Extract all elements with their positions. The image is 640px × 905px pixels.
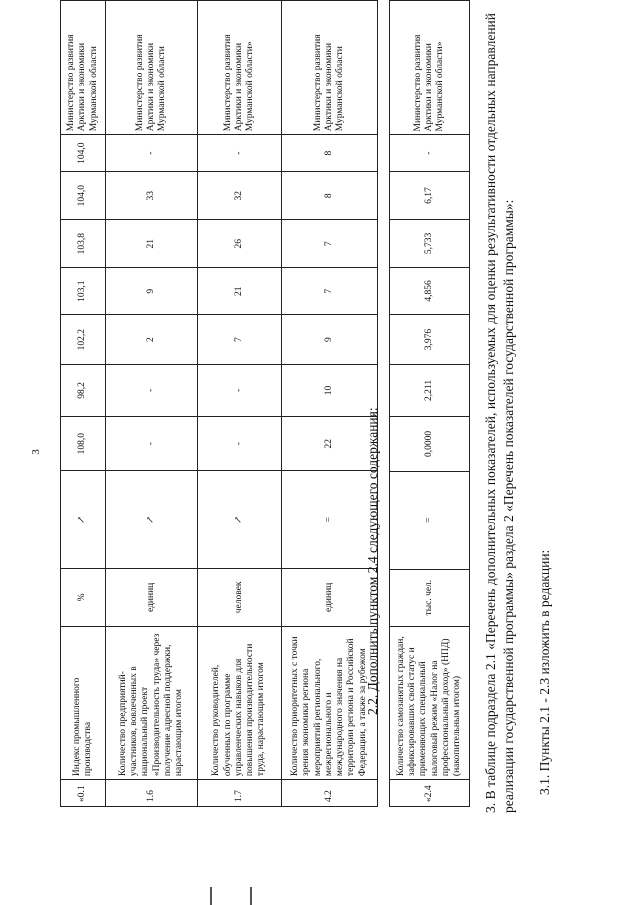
table-row — [390, 1, 470, 807]
table-row — [106, 1, 198, 807]
indicator-name: Количество приоритетных с точки зрения экономики региона мероприятий регионального, межрегионального и международного значения на территории региона и Российской Федерации, а также за рубежом — [282, 626, 378, 779]
table-row — [198, 1, 282, 807]
row-id: 4.2 — [282, 780, 378, 807]
indicator-name: Количество предприятий-участников, вовлеченных в национальный проект «Производительность труда» через получение адресной поддержки, нарастающим итогом — [106, 626, 198, 779]
trend-icon: = — [282, 471, 378, 569]
value: 9 — [282, 315, 378, 364]
value: 33 — [106, 172, 198, 220]
value: 98,2 — [61, 364, 106, 416]
row-id: 1.7 — [198, 780, 282, 807]
trend-icon: ↗ — [198, 471, 282, 569]
paragraph-add-item: 2.2. Дополнить пунктом 2.4 следующего содержания: — [365, 407, 380, 715]
value: 7 — [282, 220, 378, 267]
value: - — [106, 364, 198, 416]
value: - — [198, 135, 282, 172]
value: 4,856 — [390, 267, 470, 315]
value: 2 — [106, 315, 198, 364]
row-id: «2.4 — [390, 780, 470, 807]
unit: % — [61, 569, 106, 626]
value: 21 — [198, 267, 282, 314]
value: 103,1 — [61, 267, 106, 314]
unit: единиц — [282, 569, 378, 626]
row-id: 1.6 — [106, 780, 198, 807]
value: - — [106, 417, 198, 471]
value: 7 — [198, 315, 282, 364]
trend-icon: = — [390, 471, 470, 569]
value: 26 — [198, 220, 282, 267]
indicator-name: Индекс промышленного производства — [61, 626, 106, 779]
responsible: Министерство развития Арктики и экономики Мурманской области» — [390, 1, 470, 135]
trend-icon: ↗ — [61, 471, 106, 569]
page-number: 3 — [30, 449, 42, 455]
value: 3,976 — [390, 315, 470, 364]
value: - — [390, 135, 470, 171]
value: 10 — [282, 364, 378, 416]
value: 8 — [282, 135, 378, 172]
unit: единиц — [106, 569, 198, 626]
table-row — [61, 1, 106, 807]
value: 2,211 — [390, 364, 470, 416]
value: 7 — [282, 267, 378, 314]
responsible: Министерство развития Арктики и экономики Мурманской области» — [198, 1, 282, 135]
value: 22 — [282, 417, 378, 471]
additional-indicator-table — [389, 0, 470, 807]
value: 108,0 — [61, 417, 106, 471]
value: - — [198, 364, 282, 416]
unit: человек — [198, 569, 282, 626]
trend-icon: ↗ — [106, 471, 198, 569]
value: 103,8 — [61, 220, 106, 267]
scan-mark — [210, 887, 212, 905]
indicator-name: Количество руководителей, обученных по программе управленческих навыков для повышения производительности труда, нарастающим итогом — [198, 626, 282, 779]
value: 0,0000 — [390, 417, 470, 471]
paragraph-3-1: 3.1. Пункты 2.1 - 2.3 изложить в редакции: — [537, 549, 552, 795]
scan-mark — [250, 887, 252, 905]
indicator-name: Количество самозанятых граждан, зафиксировавших свой статус и применяющих специальный налоговый режим «Налог на профессиональный доход» (НПД) (накопительным итогом) — [390, 626, 470, 779]
value: 102,2 — [61, 315, 106, 364]
value: - — [198, 417, 282, 471]
unit: тыс. чел. — [390, 569, 470, 626]
value: 8 — [282, 172, 378, 220]
value: 9 — [106, 267, 198, 314]
value: 5,733 — [390, 220, 470, 268]
value: 104,0 — [61, 172, 106, 220]
value: - — [106, 135, 198, 172]
value: 6,17 — [390, 171, 470, 219]
paragraph-3: 3. В таблице подраздела 2.1 «Перечень дополнительных показателей, используемых для оценки результативности отдельных направлений реализации государственной программы» раздела 2 «Перечень показателей государственной программы»: — [483, 13, 516, 813]
responsible: Министерство развития Арктики и экономики Мурманской области — [61, 1, 106, 135]
responsible: Министерство развития Арктики и экономики Мурманской области — [282, 1, 378, 135]
value: 32 — [198, 172, 282, 220]
value: 21 — [106, 220, 198, 267]
value: 104,0 — [61, 135, 106, 172]
indicators-table — [60, 0, 378, 807]
row-id: «0.1 — [61, 780, 106, 807]
responsible: Министерство развития Арктики и экономики Мурманской области — [106, 1, 198, 135]
